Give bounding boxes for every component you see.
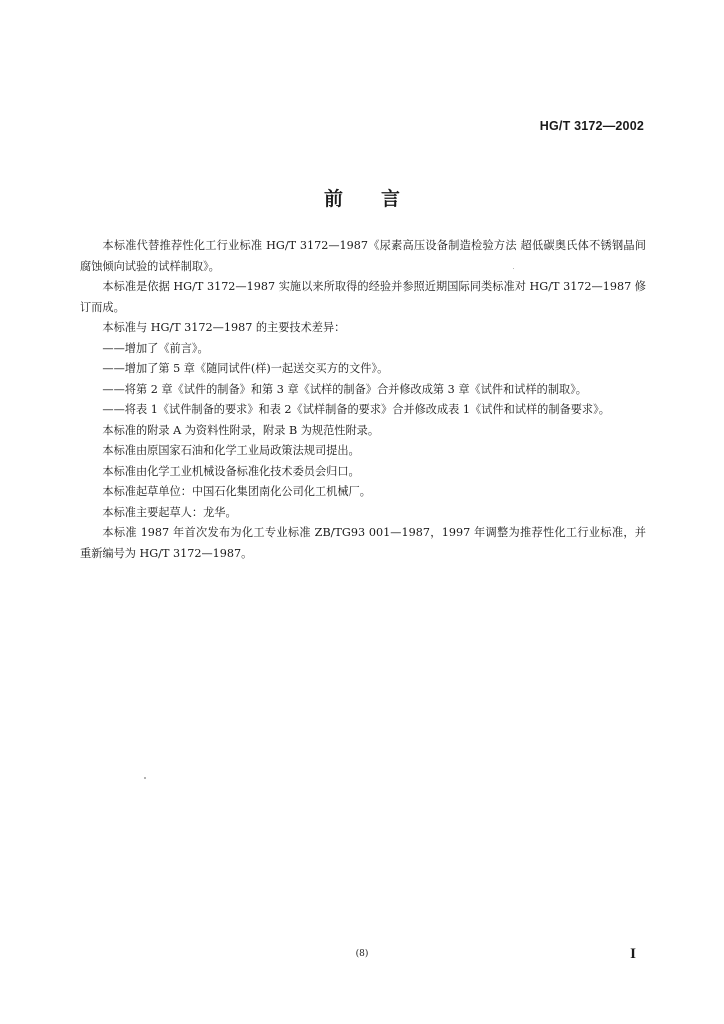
page-number: I xyxy=(630,946,636,962)
note-proposer: 本标准由原国家石油和化学工业局政策法规司提出。 xyxy=(102,444,360,457)
standard-code: HG/T 3172—2002 xyxy=(539,119,644,133)
paragraph-replacement: 本标准代替推荐性化工行业标准 HG/T 3172—1987《尿素高压设备制造检验方法 超低碳奥氏体不锈钢晶间腐蚀倾向试验的试样制取》。 xyxy=(80,239,646,273)
note-annex: 本标准的附录 A 为资料性附录，附录 B 为规范性附录。 xyxy=(102,423,380,437)
scan-speck xyxy=(513,268,514,269)
page-title: 前言 xyxy=(323,188,438,210)
paragraph-revision-basis: 本标准是依据 HG/T 3172—1987 实施以来所取得的经验并参照近期国际同类标准对 HG/T 3172—1987 修订而成。 xyxy=(80,280,646,314)
change-item: ——将表 1《试件制备的要求》和表 2《试样制备的要求》合并修改成表 1《试件和试样的制备要求》。 xyxy=(102,403,610,416)
note-drafting-unit: 本标准起草单位：中国石化集团南化公司化工机械厂。 xyxy=(102,485,371,498)
change-item: ——将第 2 章《试件的制备》和第 3 章《试样的制备》合并修改成第 3 章《试件和试样的制取》。 xyxy=(102,382,587,396)
sheet-number: (8) xyxy=(355,949,369,959)
change-item: ——增加了第 5 章《随同试件(样)一起送交买方的文件》。 xyxy=(102,362,389,375)
note-drafters: 本标准主要起草人：龙华。 xyxy=(102,505,237,519)
foreword-body xyxy=(80,236,646,564)
change-item: ——增加了《前言》。 xyxy=(102,341,209,355)
scan-speck xyxy=(144,777,146,779)
paragraph-differences-intro: 本标准与 HG/T 3172—1987 的主要技术差异： xyxy=(102,321,346,334)
note-history: 本标准 1987 年首次发布为化工专业标准 ZB/TG93 001—1987，1997 年调整为推荐性化工行业标准，并重新编号为 HG/T 3172—1987。 xyxy=(80,526,646,560)
note-committee: 本标准由化学工业机械设备标准化技术委员会归口。 xyxy=(102,464,360,478)
